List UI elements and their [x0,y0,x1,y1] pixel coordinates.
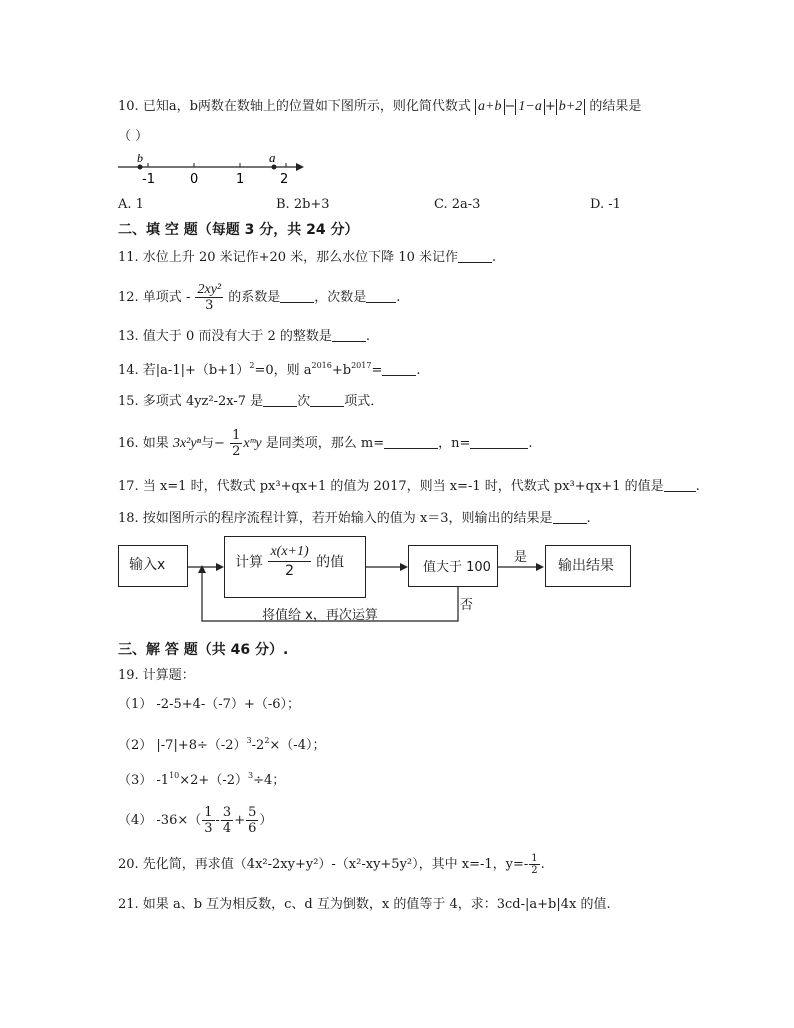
q16-blank-n[interactable] [470,436,528,449]
q10-text-b: 的结果是 [589,99,642,114]
q20-numer: 1 [531,853,538,864]
q19-p3exp2: 3 [248,771,254,780]
q17 [118,478,700,496]
q15-prefix: 15. 多项式 4yz²-2x-7 是 [118,394,264,409]
q19-frac3-den: 6 [248,821,257,836]
q13-text: 13. 值大于 0 而没有大于 2 的整数是 [118,329,332,344]
q19-p3b: ×2+（-2） [179,773,248,788]
flow-no: 否 [460,598,474,613]
q18 [118,510,591,528]
flow-calc-numer: x(x+1) [268,543,310,562]
q12-prefix: 12. 单项式 - [118,290,191,305]
section2-title: 二、填 空 题（每题 3 分，共 24 分） [118,222,359,238]
q15-mid: 次 [297,394,311,409]
q19-frac2-num: 3 [222,805,232,820]
q19-op2: + [234,813,246,828]
q20-denom: 2 [531,865,538,876]
q19-frac3-num: 5 [248,805,257,820]
q14-plus: +b [331,363,352,378]
q10-abs-2: 1−a [515,99,544,115]
q16-term2: xᵐy [243,436,262,451]
q14-exp3: 2017 [351,361,372,370]
q10-abs-3: b+2 [556,99,585,115]
q19-frac3 [246,805,258,836]
q16-n: ，n= [438,436,471,451]
section3-title: 三、解 答 题（共 46 分）. [118,642,289,658]
flow-calc-box [224,536,366,598]
q18-text: 18. 按如图所示的程序流程计算，若开始输入的值为 x＝3，则输出的结果是 [118,511,553,526]
point-b [138,165,143,170]
q18-end: . [586,511,591,526]
q19-frac1 [202,805,214,836]
q19-frac2 [221,805,233,836]
number-line [116,150,306,188]
q20-fraction [529,853,539,876]
q16-mid: 是同类项，那么 m= [265,436,385,451]
q20-end: . [540,857,545,872]
q10-text-a: 已知a，b两数在数轴上的位置如下图所示，则化简代数式 [142,99,471,114]
q11-end: . [492,250,497,265]
flow-calc-fraction [268,543,310,580]
q19-frac1-den: 3 [204,821,213,836]
number-line-arrow [296,163,304,171]
q13 [118,328,370,346]
q12-numer: 2xy² [197,282,222,297]
q19-op1: - [215,813,220,828]
q19-p2exp2: 2 [264,736,270,745]
flow-input-box [118,545,188,587]
q16-yu: 与 [201,436,215,451]
q19-frac1-num: 1 [204,805,213,820]
tick-label-1: 1 [236,172,245,187]
q10-paren: （ ） [118,129,149,144]
label-b: b [137,151,143,165]
q10-option-c: C. 2a-3 [434,197,481,212]
q19-title: 19. 计算题： [118,668,195,683]
q19-part1: （1） -2-5+4-（-7）+（-6）； [118,697,301,712]
q19-p3a: （3） -1 [118,773,170,788]
q19-p2c: ×（-4）； [269,738,326,753]
q11-blank[interactable] [458,250,492,263]
point-a [272,165,277,170]
q16-term1: 3x²yⁿ [172,436,201,451]
q12 [118,282,400,313]
q12-blank-2[interactable] [366,290,396,303]
q13-blank[interactable] [332,329,366,342]
q10-minus: − [504,99,516,114]
q12-end: . [396,290,401,305]
flow-output-label: 输出结果 [558,558,614,574]
q19-part4 [118,800,272,842]
q10-option-b: B. 2b+3 [276,197,330,212]
q16-blank-m[interactable] [384,436,438,449]
q20-text: 20. 先化简，再求值（4x²-2xy+y²）-（x²-xy+5y²），其中 x=-1，y=- [118,857,529,872]
q17-end: . [695,479,700,494]
tick-label-2: 2 [280,172,289,187]
q16-neg: − [214,436,225,451]
q15-blank-2[interactable] [310,394,344,407]
q19-p2a: （2） |-7|+8÷（-2） [118,738,247,753]
q11-text: 11. 水位上升 20 米记作+20 米，那么水位下降 10 米记作 [118,250,458,265]
tick-label-minus1: -1 [142,172,155,187]
flow-calc-suffix: 的值 [316,554,345,571]
q14-dot: . [416,363,421,378]
q15-blank-1[interactable] [263,394,297,407]
flow-yes: 是 [514,550,528,565]
q10-option-a: A. 1 [118,197,144,212]
q19-p4end: ） [259,813,273,828]
q14-mid: =0，则 a [254,363,312,378]
q12-fraction [195,282,223,313]
flow-input-label: 输入x [129,557,166,573]
q19-frac2-den: 4 [222,821,232,836]
q19-p3exp: 10 [169,771,180,780]
q10-line [118,98,641,116]
q16-numer: 1 [232,428,241,443]
q11 [118,249,496,267]
q17-text: 17. 当 x=1 时，代数式 px³+qx+1 的值为 2017，则当 x=-1 时，代数式 px³+qx+1 的值是 [118,479,664,494]
q20 [118,852,545,878]
q14-exp: 2 [249,361,255,370]
q16-prefix: 16. 如果 [118,436,173,451]
q16-end: . [528,436,533,451]
flow-condition-box [408,545,498,587]
flow-condition-label: 值大于 100 [423,560,491,575]
tick-label-0: 0 [190,172,199,187]
q19-p4a: （4） -36×（ [118,813,202,828]
q19-p3c: ÷4； [253,773,286,788]
q13-end: . [365,329,371,344]
q12-blank-1[interactable] [280,290,314,303]
q19-part3 [118,767,285,790]
q12-mid: 的系数是 [228,290,281,305]
q10-number: 10. [118,99,139,114]
q19-p2exp: 3 [246,736,252,745]
q15-end: 项式． [344,394,384,409]
q14-exp2: 2016 [311,361,332,370]
q10-plus: + [544,99,556,114]
q19-p2b: -2 [251,738,265,753]
q19-part2 [118,732,325,755]
flow-output-box [545,545,631,587]
q14 [118,357,420,380]
q14-eq: = [371,363,383,378]
q16-denom: 2 [232,444,241,459]
q17-blank[interactable] [664,479,696,492]
flow-calc-prefix: 计算 [235,554,263,571]
label-a: a [269,150,276,165]
q16 [118,428,533,459]
q16-fraction [230,428,242,459]
q18-blank[interactable] [553,511,587,524]
q14-prefix: 14. 若|a-1|+（b+1） [118,363,250,378]
flow-calc-denom: 2 [285,563,295,579]
q10-option-d: D. -1 [590,197,621,212]
flow-loop-label: 将值给 x，再次运算 [262,608,378,623]
q15 [118,393,383,411]
q12-denom: 3 [205,298,214,313]
q14-blank[interactable] [382,363,416,376]
q12-mid2: ，次数是 [314,290,367,305]
q10-abs-1: a+b [475,99,504,115]
q21: 21. 如果 a、b 互为相反数，c、d 互为倒数，x 的值等于 4，求：3cd-|a+b|4x 的值. [118,897,611,912]
